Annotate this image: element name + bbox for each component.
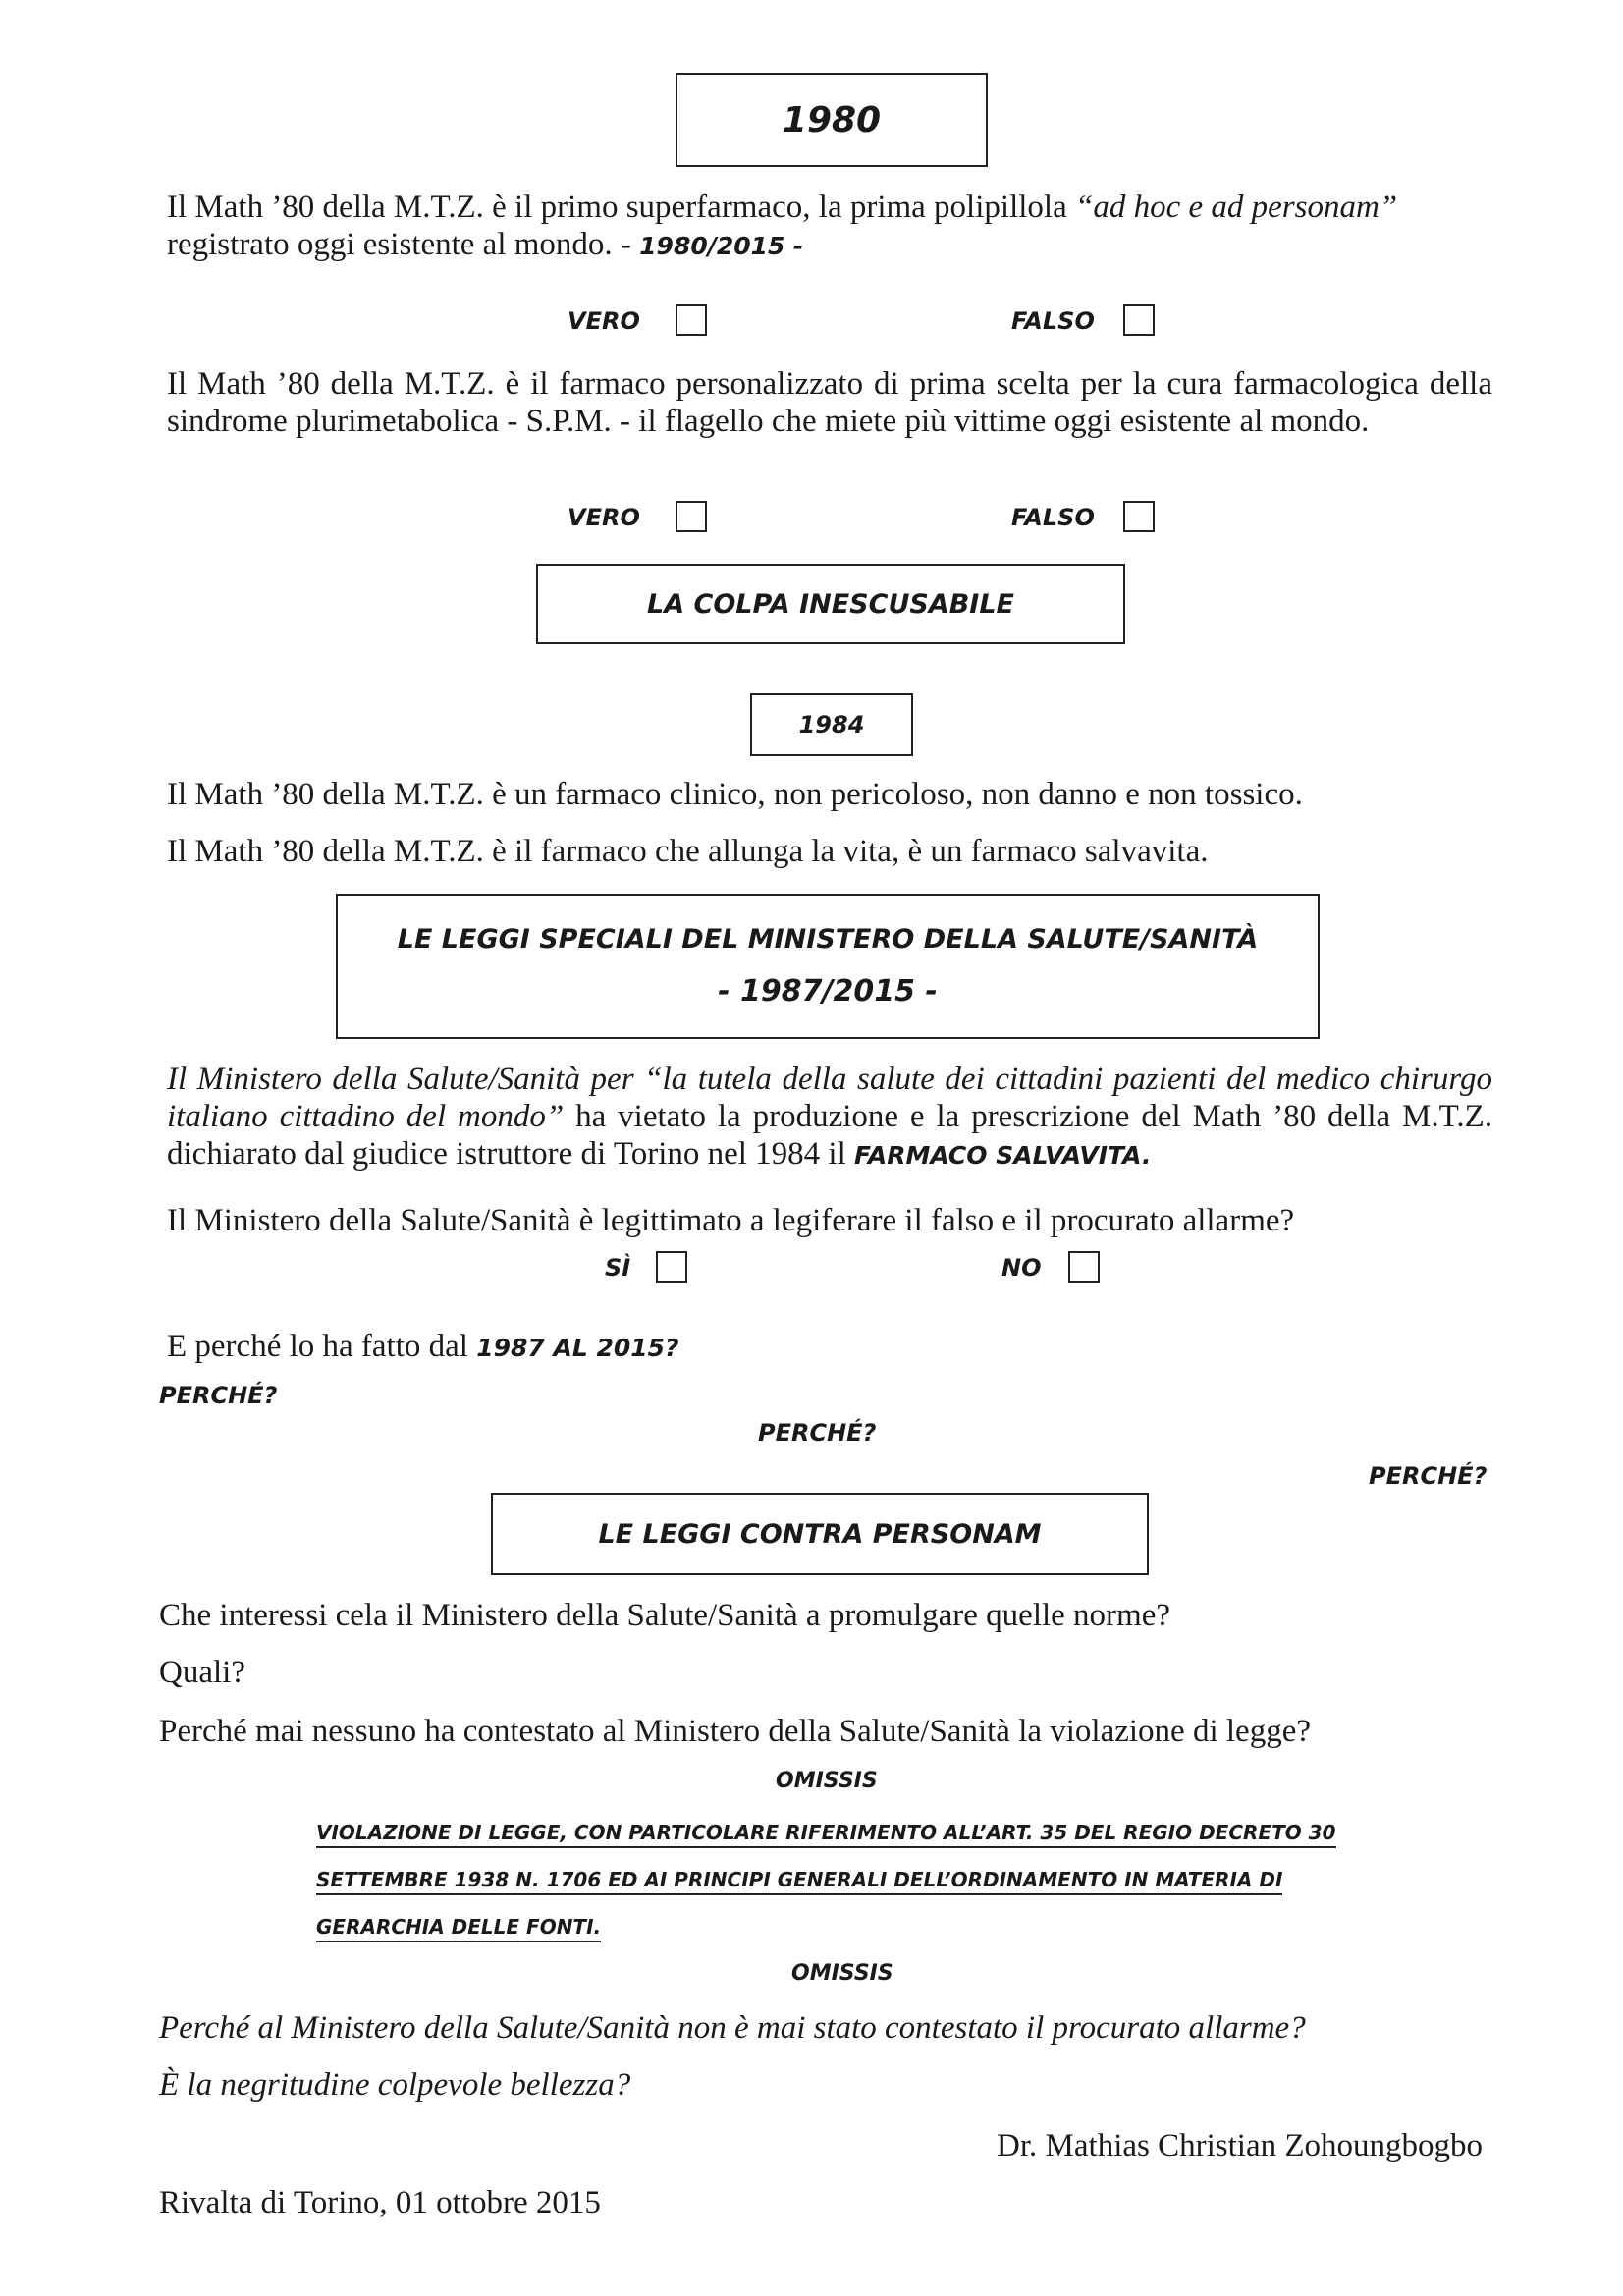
yes-checkbox-q3[interactable] — [656, 1251, 687, 1283]
heading-leggi-speciali-line2: - 1987/2015 - — [718, 974, 938, 1009]
heading-leggi-speciali-line1: LE LEGGI SPECIALI DEL MINISTERO DELLA SALUTE/SANITÀ — [397, 924, 1259, 955]
paragraph-legittimato: Il Ministero della Salute/Sanità è legittimato a legiferare il falso e il procurato allarme? — [167, 1203, 1295, 1238]
paragraph-non-pericoloso: Il Math ’80 della M.T.Z. è un farmaco clinico, non pericoloso, non danno e non tossico. — [167, 777, 1303, 812]
heading-box-1984 — [750, 693, 913, 756]
violation-line-2: SETTEMBRE 1938 N. 1706 ED AI PRINCIPI GENERALI DELL’ORDINAMENTO IN MATERIA DI — [316, 1866, 1282, 1895]
place-date: Rivalta di Torino, 01 ottobre 2015 — [159, 2185, 601, 2220]
heading-colpa: LA COLPA INESCUSABILE — [647, 588, 1014, 620]
paragraph-quali: Quali? — [159, 1655, 245, 1690]
paragraph-salvavita: Il Math ’80 della M.T.Z. è il farmaco che allunga la vita, è un farmaco salvavita. — [167, 834, 1209, 869]
true-checkbox-q1[interactable] — [676, 304, 707, 336]
omissis-label-1: OMISSIS — [776, 1769, 878, 1793]
false-checkbox-q2[interactable] — [1123, 501, 1155, 532]
why-text-3: PERCHÉ? — [1369, 1462, 1488, 1490]
heading-1984: 1984 — [798, 711, 865, 738]
no-label-q3: NO — [1001, 1254, 1042, 1282]
heading-1980: 1980 — [782, 99, 882, 140]
paragraph-negritudine: È la negritudine colpevole bellezza? — [159, 2067, 631, 2103]
no-checkbox-q3[interactable] — [1068, 1251, 1100, 1283]
paragraph-interessi: Che interessi cela il Ministero della Salute/Sanità a promulgare quelle norme? — [159, 1598, 1171, 1633]
true-label-q2: VERO — [568, 504, 640, 531]
paragraph-perche-fatto: E perché lo ha fatto dal 1987 AL 2015? — [167, 1329, 679, 1364]
heading-box-1980 — [676, 73, 988, 167]
paragraph-ministero-vietato: Il Ministero della Salute/Sanità per “la tutela della salute dei cittadini pazienti del medico chirurgo italiano cittadino del mondo” ha vietato la produzione e la prescrizione del Math ’80 della M.T.Z. dichiarato dal giudice istruttore di Torino nel 1984 il FARMACO SALVAVITA. — [167, 1062, 1492, 1172]
true-checkbox-q2[interactable] — [676, 501, 707, 532]
heading-contra-personam: LE LEGGI CONTRA PERSONAM — [598, 1518, 1042, 1550]
true-label-q1: VERO — [568, 307, 640, 335]
omissis-label-2: OMISSIS — [791, 1961, 893, 1986]
heading-box-leggi-speciali — [336, 894, 1320, 1039]
false-checkbox-q1[interactable] — [1123, 304, 1155, 336]
paragraph-superfarmaco: Il Math ’80 della M.T.Z. è il primo superfarmaco, la prima polipillola “ad hoc e ad personam” registrato oggi esistente al mondo. - 1980/2015 - — [167, 190, 1398, 262]
violation-line-3: GERARCHIA DELLE FONTI. — [316, 1913, 601, 1942]
why-text-2: PERCHÉ? — [758, 1419, 877, 1447]
heading-box-colpa — [536, 564, 1125, 644]
paragraph-personalizzato: Il Math ’80 della M.T.Z. è il farmaco personalizzato di prima scelta per la cura farmacologica della sindrome plurimetabolica - S.P.M. - il flagello che miete più vittime oggi esistente al mondo. — [167, 366, 1492, 439]
false-label-q1: FALSO — [1011, 307, 1095, 335]
yes-label-q3: SÌ — [605, 1254, 631, 1282]
signature: Dr. Mathias Christian Zohoungbogbo — [997, 2128, 1483, 2163]
paragraph-nessuno-contestato: Perché mai nessuno ha contestato al Ministero della Salute/Sanità la violazione di legge? — [159, 1714, 1311, 1749]
paragraph-procurato-allarme: Perché al Ministero della Salute/Sanità non è mai stato contestato il procurato allarme? — [159, 2010, 1306, 2046]
why-text-1: PERCHÉ? — [159, 1382, 278, 1409]
false-label-q2: FALSO — [1011, 504, 1095, 531]
heading-box-contra-personam — [491, 1493, 1149, 1575]
violation-line-1: VIOLAZIONE DI LEGGE, CON PARTICOLARE RIFERIMENTO ALL’ART. 35 DEL REGIO DECRETO 30 — [316, 1819, 1336, 1848]
